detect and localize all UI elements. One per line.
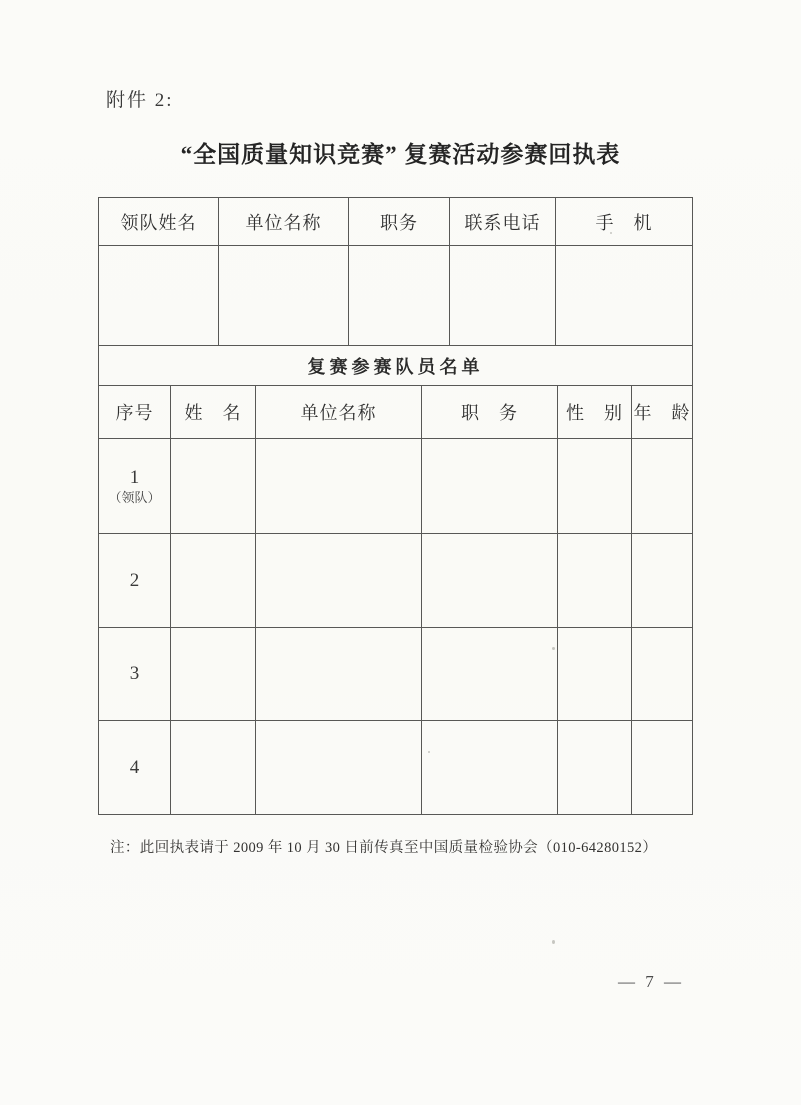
leader-cell-mobile — [556, 246, 693, 346]
page-number: — 7 — — [618, 972, 684, 991]
row-number: 2 — [129, 569, 140, 591]
roster-row1-unit — [256, 439, 422, 534]
roster-row2-age — [632, 534, 693, 628]
roster-row3-unit — [256, 628, 422, 721]
roster-row4-name — [171, 721, 256, 815]
roster-row4-age — [632, 721, 693, 815]
roster-section-title: 复赛参赛队员名单 — [99, 346, 693, 386]
receipt-form-table — [98, 197, 693, 815]
leader-header-duty: 职务 — [349, 198, 450, 246]
roster-row1-duty — [422, 439, 558, 534]
roster-row1-age — [632, 439, 693, 534]
leader-cell-unit — [219, 246, 349, 346]
roster-row2-no — [99, 534, 171, 628]
scan-speck — [610, 232, 612, 234]
attachment-label: 附件 2: — [106, 90, 174, 111]
scan-speck — [552, 940, 555, 944]
roster-row3-no — [99, 628, 171, 721]
roster-section — [99, 386, 693, 815]
roster-row2-name — [171, 534, 256, 628]
roster-row3-duty — [422, 628, 558, 721]
row-number-note: （领队） — [108, 489, 161, 505]
leader-info-section — [99, 198, 693, 346]
roster-header-no: 序号 — [99, 386, 171, 439]
roster-row4-duty — [422, 721, 558, 815]
row-number: 3 — [129, 663, 140, 685]
leader-cell-name — [99, 246, 219, 346]
roster-row2-duty — [422, 534, 558, 628]
roster-row2-gender — [558, 534, 632, 628]
leader-cell-phone — [450, 246, 556, 346]
scan-speck — [428, 751, 430, 753]
roster-header-unit: 单位名称 — [256, 386, 422, 439]
page-title: “全国质量知识竞赛” 复赛活动参赛回执表 — [180, 142, 621, 167]
row-number: 4 — [129, 756, 140, 778]
roster-row1-no — [99, 439, 171, 534]
roster-row4-gender — [558, 721, 632, 815]
leader-header-mobile: 手 机 — [556, 198, 693, 246]
roster-row2-unit — [256, 534, 422, 628]
leader-header-unit: 单位名称 — [219, 198, 349, 246]
roster-row3-gender — [558, 628, 632, 721]
roster-row4-no — [99, 721, 171, 815]
leader-header-phone: 联系电话 — [450, 198, 556, 246]
roster-row3-name — [171, 628, 256, 721]
roster-header-duty: 职 务 — [422, 386, 558, 439]
roster-header-age: 年 龄 — [632, 386, 693, 439]
roster-header-name: 姓 名 — [171, 386, 256, 439]
scan-speck — [552, 647, 555, 650]
roster-row1-name — [171, 439, 256, 534]
roster-row1-gender — [558, 439, 632, 534]
roster-row3-age — [632, 628, 693, 721]
leader-cell-duty — [349, 246, 450, 346]
row-number: 1 — [129, 467, 140, 488]
roster-header-gender: 性 别 — [558, 386, 632, 439]
leader-header-name: 领队姓名 — [99, 198, 219, 246]
roster-row4-unit — [256, 721, 422, 815]
fax-deadline-note: 注：此回执表请于 2009 年 10 月 30 日前传真至中国质量检验协会（010-64280152） — [110, 840, 658, 856]
